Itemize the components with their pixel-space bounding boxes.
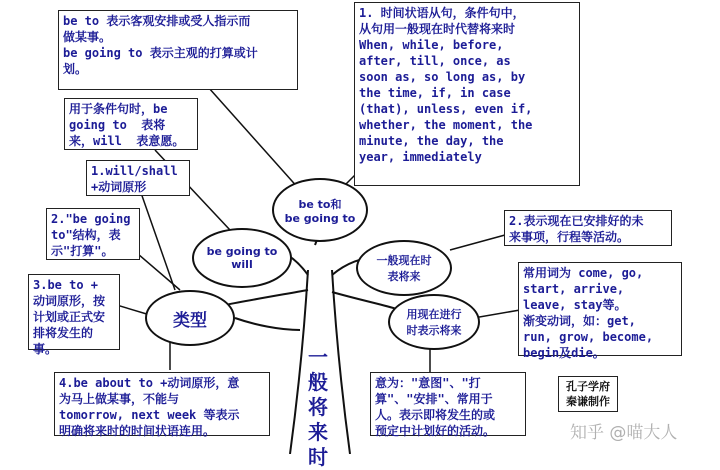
be-going-will-node: be going to will [192, 228, 292, 288]
trunk-title: 一 般 将 来 时 [308, 345, 328, 469]
type-be-about-to-box: 4.be about to +动词原形，意 为马上做某事，不能与 tomorrow, next week 等表示 明确将来时的时间状语连用。 [54, 372, 270, 436]
time-clause-box: 1. 时间状语从句，条件句中， 从句用一般现在时代替将来时 When, while, before, after, till, once, as soon as, so long as, by the time, if, in case (that), unless, even if, whether, the moment, the minute, the day, the year, immediately [354, 2, 580, 186]
present-simple-future-node: 一般现在时 表将来 [356, 240, 452, 296]
watermark: 知乎 @喵大人 [570, 423, 678, 443]
type-be-to-box: 3.be to + 动词原形，按 计划或正式安 排将发生的 事。 [28, 274, 120, 350]
common-verbs-box: 常用词为 come, go, start, arrive, leave, stay等。 渐变动词，如：get, run, grow, become, begin及die。 [518, 262, 682, 356]
conditional-box: 用于条件句时，be going to 表将 来，will 表意愿。 [64, 98, 198, 150]
arranged-events-box: 2.表示现在已安排好的未 来事项，行程等活动。 [504, 210, 672, 246]
be-to-going-node: be to和 be going to [272, 178, 368, 242]
credit-stamp: 孔子学府 秦谦制作 [558, 376, 618, 412]
be-to-intent-box: be to 表示客观安排或受人指示而 做某事。 be going to 表示主观的打算或计 划。 [58, 10, 298, 90]
progressive-meaning-box: 意为："意图"、"打 算"、"安排"、常用于 人。表示即将发生的或 预定中计划好的活动。 [370, 372, 526, 436]
type-will-box: 1.will/shall +动词原形 [86, 160, 190, 196]
types-node: 类型 [145, 290, 235, 346]
present-progressive-future-node: 用现在进行 时表示将来 [388, 294, 480, 350]
type-be-going-to-box: 2."be going to"结构，表 示"打算"。 [46, 208, 140, 260]
